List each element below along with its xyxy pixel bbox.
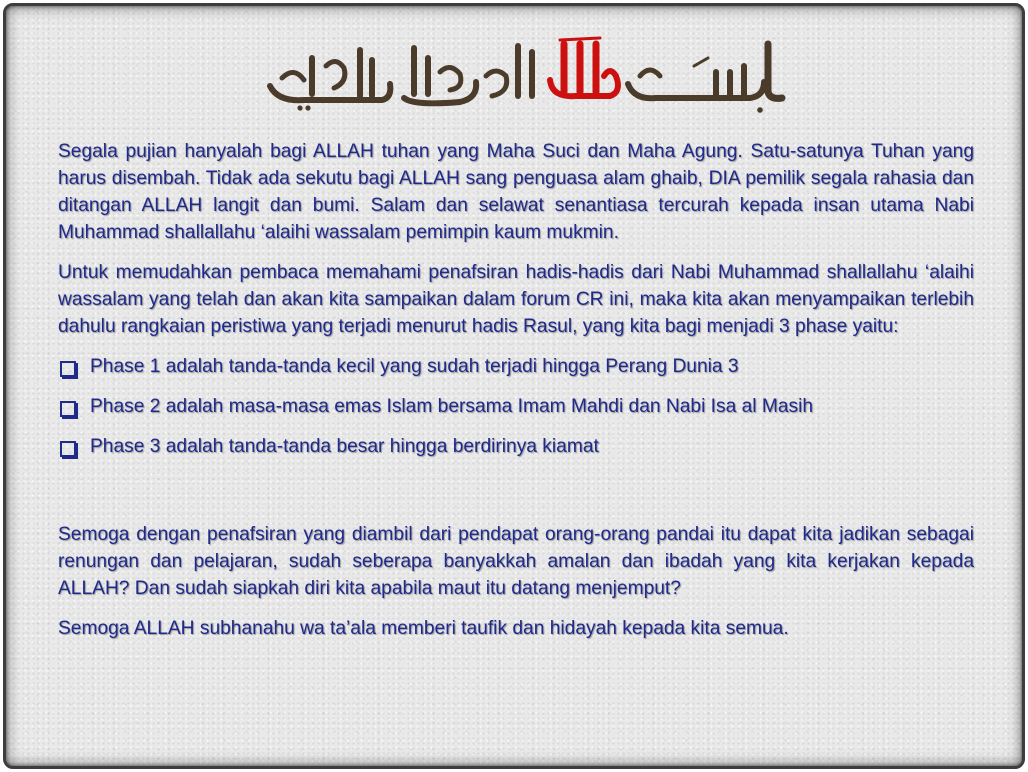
phase-list [58, 353, 974, 460]
phase-1-text: Phase 1 adalah tanda-tanda kecil yang sudah terjadi hingga Perang Dunia 3 [90, 356, 739, 377]
paragraph-closing: Semoga ALLAH subhanahu wa ta’ala memberi taufik dan hidayah kepada kita semua. [58, 618, 789, 639]
phase-2-text: Phase 2 adalah masa-masa emas Islam bersama Imam Mahdi dan Nabi Isa al Masih [90, 396, 814, 417]
phase-3-text: Phase 3 adalah tanda-tanda besar hingga berdirinya kiamat [90, 436, 599, 457]
checkbox-bullet-icon [60, 361, 76, 377]
list-item [58, 393, 974, 420]
bismillah-calligraphy-graphic [264, 36, 794, 114]
paragraph-intro: Segala pujian hanyalah bagi ALLAH tuhan yang Maha Suci dan Maha Agung. Satu-satunya Tuhan yang harus disembah. Tidak ada sekutu bagi ALLAH sang penguasa alam ghaib, DIA pemilik segala rahasia dan ditangan ALLAH langit dan bumi. Salam dan selawat senantiasa tercurah kepada insan utama Nabi Muhammad shallallahu ‘alaihi wassalam pemimpin kaum mukmin. [58, 141, 974, 243]
slide [3, 3, 1025, 769]
spacer [58, 473, 974, 521]
checkbox-bullet-icon [60, 441, 76, 457]
paragraph-context: Untuk memudahkan pembaca memahami penafsiran hadis-hadis dari Nabi Muhammad shallallahu ‘alaihi wassalam yang telah dan akan kita sampaikan dalam forum CR ini, maka kita akan menyampaikan terlebih dahulu rangkaian peristiwa yang terjadi menurut hadis Rasul, yang kita bagi menjadi 3 phase yaitu: [58, 262, 974, 337]
bismillah-calligraphy [264, 36, 794, 114]
list-item [58, 353, 974, 380]
paragraph-reflection: Semoga dengan penafsiran yang diambil dari pendapat orang-orang pandai itu dapat kita jadikan sebagai renungan dan pelajaran, sudah seberapa banyakkah amalan dan ibadah yang kita kerjakan kepada ALLAH? Dan sudah siapkah diri kita apabila maut itu datang menjemput? [58, 524, 974, 599]
list-item [58, 433, 974, 460]
checkbox-bullet-icon [60, 401, 76, 417]
slide-content [58, 138, 974, 655]
